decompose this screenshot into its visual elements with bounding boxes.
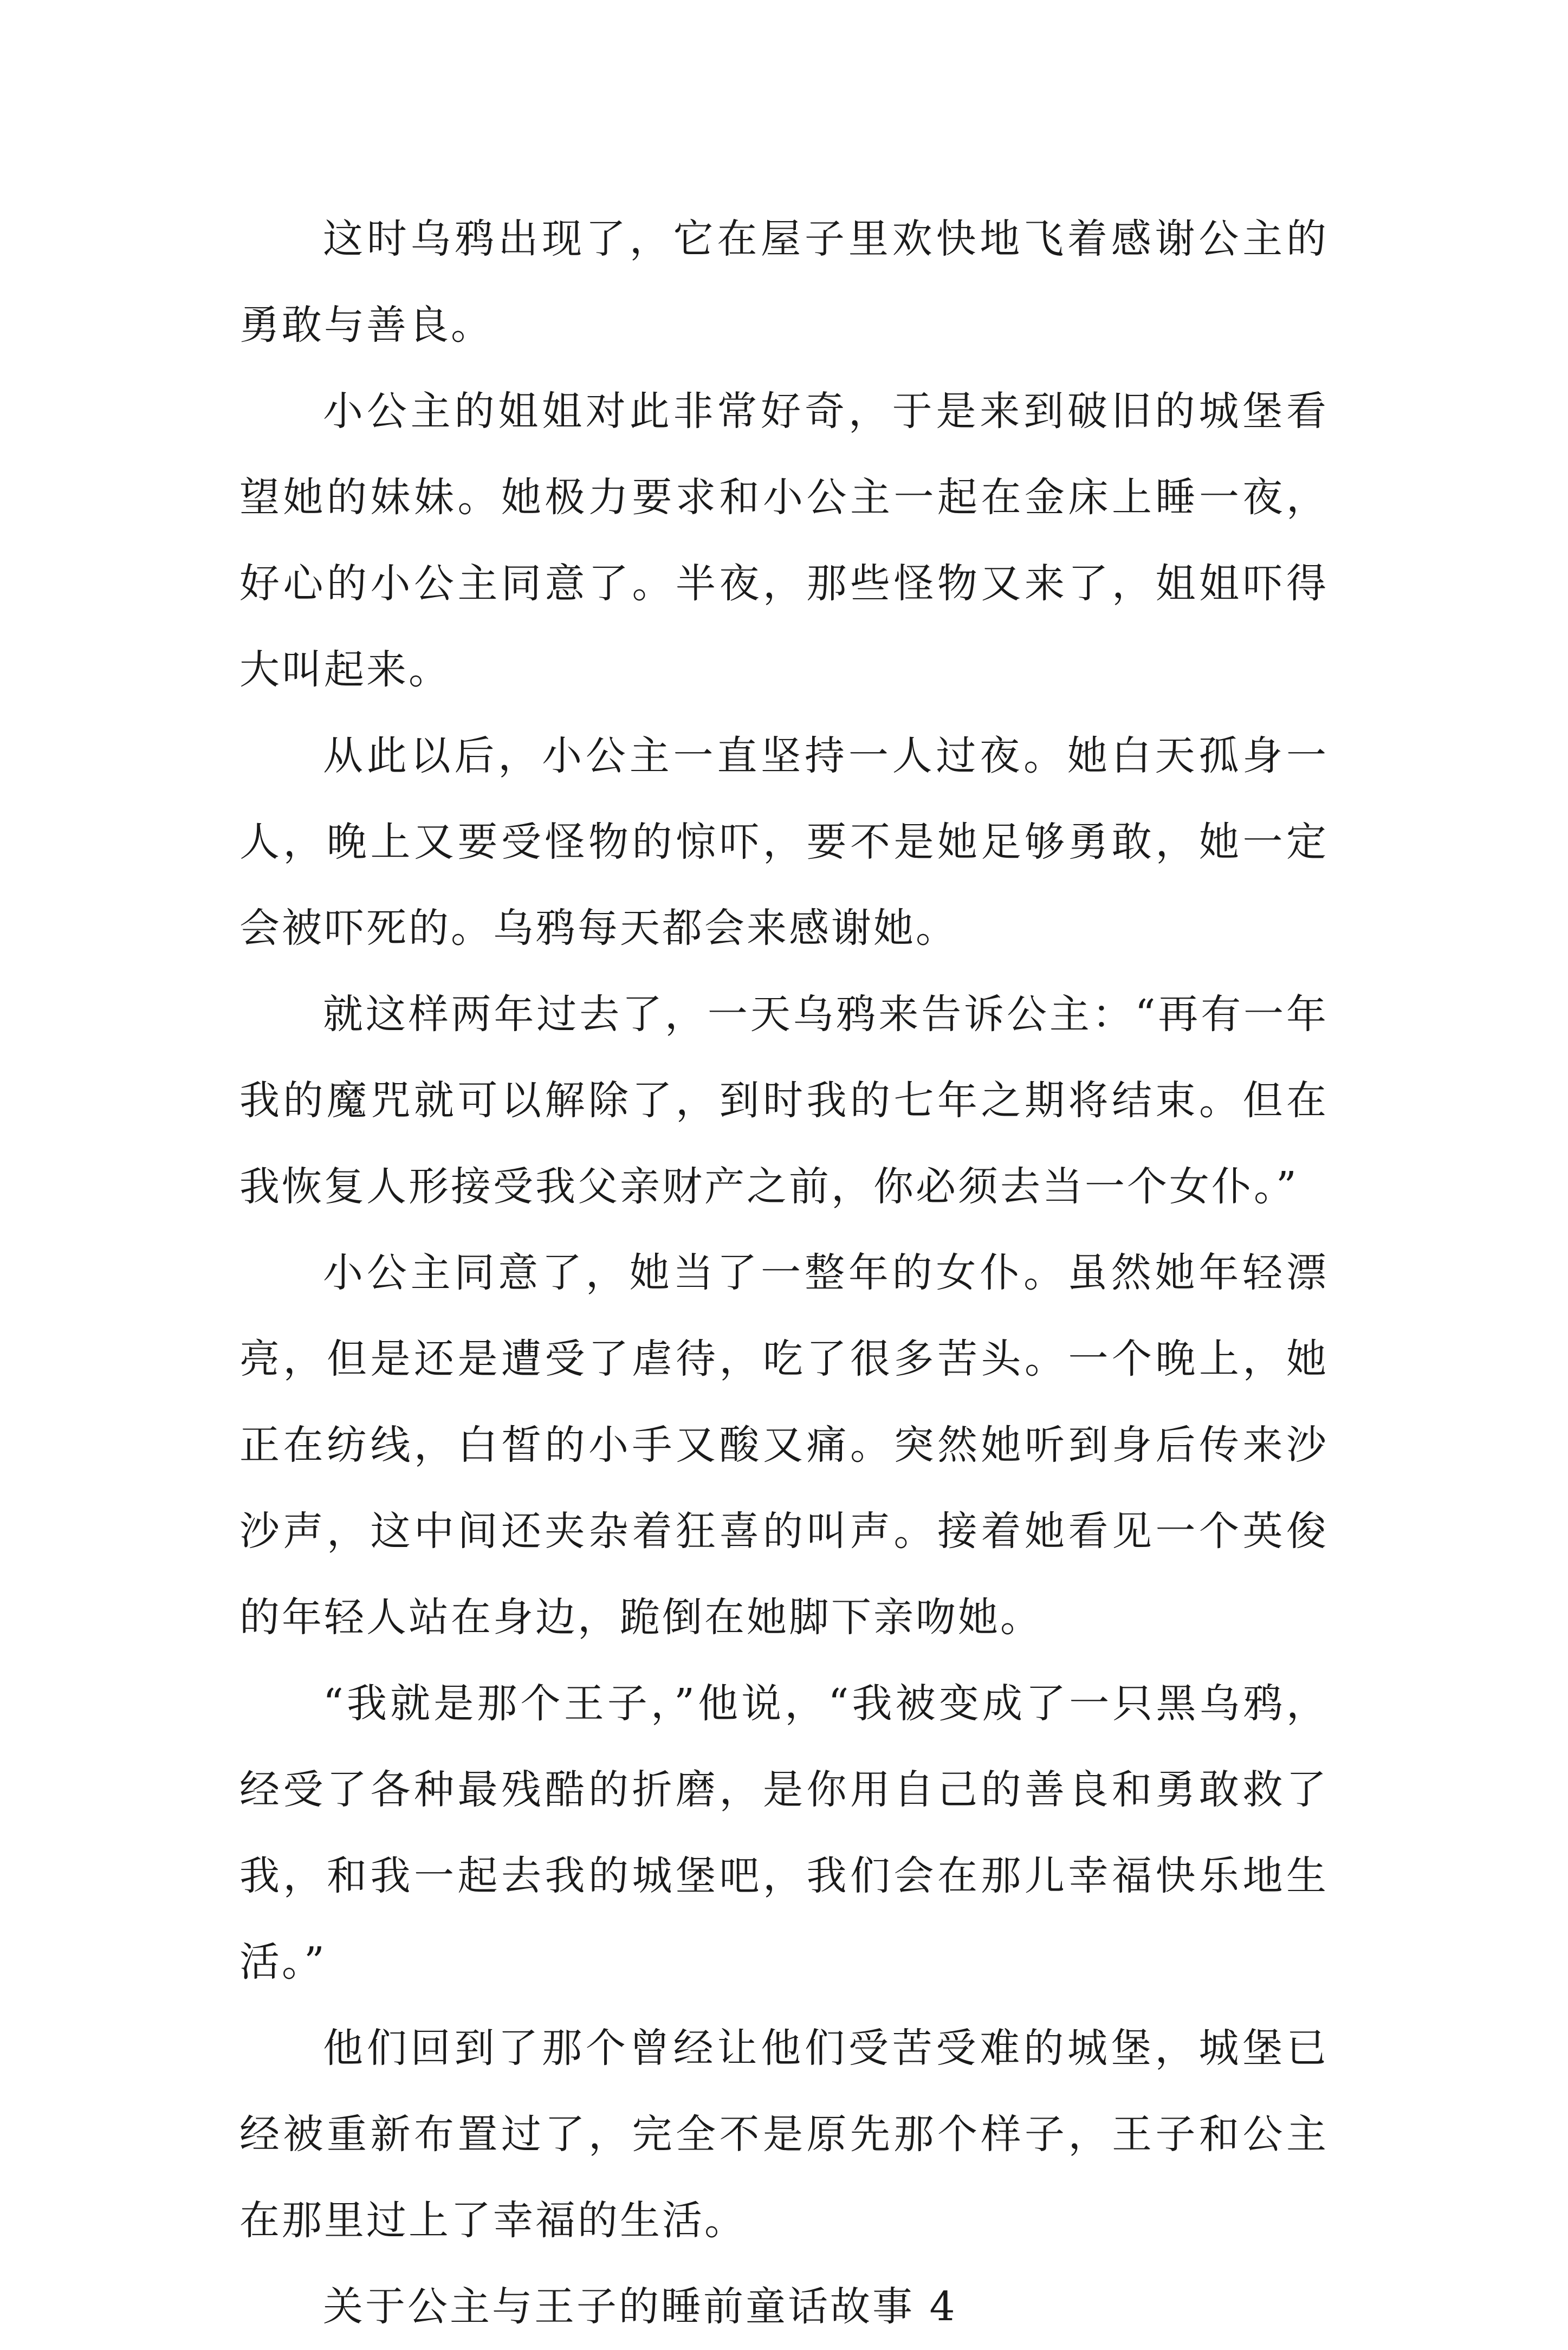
paragraph-happy-ending: 他们回到了那个曾经让他们受苦受难的城堡，城堡已经被重新布置过了，完全不是原先那个样子，王子和公主在那里过上了幸福的生活。 — [239, 2025, 1329, 2244]
paragraph-alone-nights: 从此以后，小公主一直坚持一人过夜。她白天孤身一人，晚上又要受怪物的惊吓，要不是她足够勇敢，她一定会被吓死的。乌鸦每天都会来感谢她。 — [239, 733, 1329, 951]
paragraph-crow-thanks: 这时乌鸦出现了，它在屋子里欢快地飞着感谢公主的勇敢与善良。 — [239, 216, 1329, 348]
paragraph-maid-year: 小公主同意了，她当了一整年的女仆。虽然她年轻漂亮，但是还是遭受了虐待，吃了很多苦头。一个晚上，她正在纺线，白皙的小手又酸又痛。突然她听到身后传来沙沙声，这中间还夹杂着狂喜的叫声。接着她看见一个英俊的年轻人站在身边，跪倒在她脚下亲吻她。 — [239, 1250, 1329, 1641]
paragraph-prince-reveal: “我就是那个王子，”他说，“我被变成了一只黑乌鸦，经受了各种最残酷的折磨，是你用自己的善良和勇敢救了我，和我一起去我的城堡吧，我们会在那儿幸福快乐地生活。” — [239, 1680, 1329, 1985]
paragraph-crow-request: 就这样两年过去了，一天乌鸦来告诉公主：“再有一年我的魔咒就可以解除了，到时我的七年之期将结束。但在我恢复人形接受我父亲财产之前，你必须去当一个女仆。” — [239, 991, 1329, 1210]
section-heading: 关于公主与王子的睡前童话故事 4 — [323, 2283, 957, 2330]
paragraph-sister-visit: 小公主的姐姐对此非常好奇，于是来到破旧的城堡看望她的妹妹。她极力要求和小公主一起在金床上睡一夜，好心的小公主同意了。半夜，那些怪物又来了，姐姐吓得大叫起来。 — [239, 388, 1329, 693]
story-text — [239, 196, 1329, 2350]
